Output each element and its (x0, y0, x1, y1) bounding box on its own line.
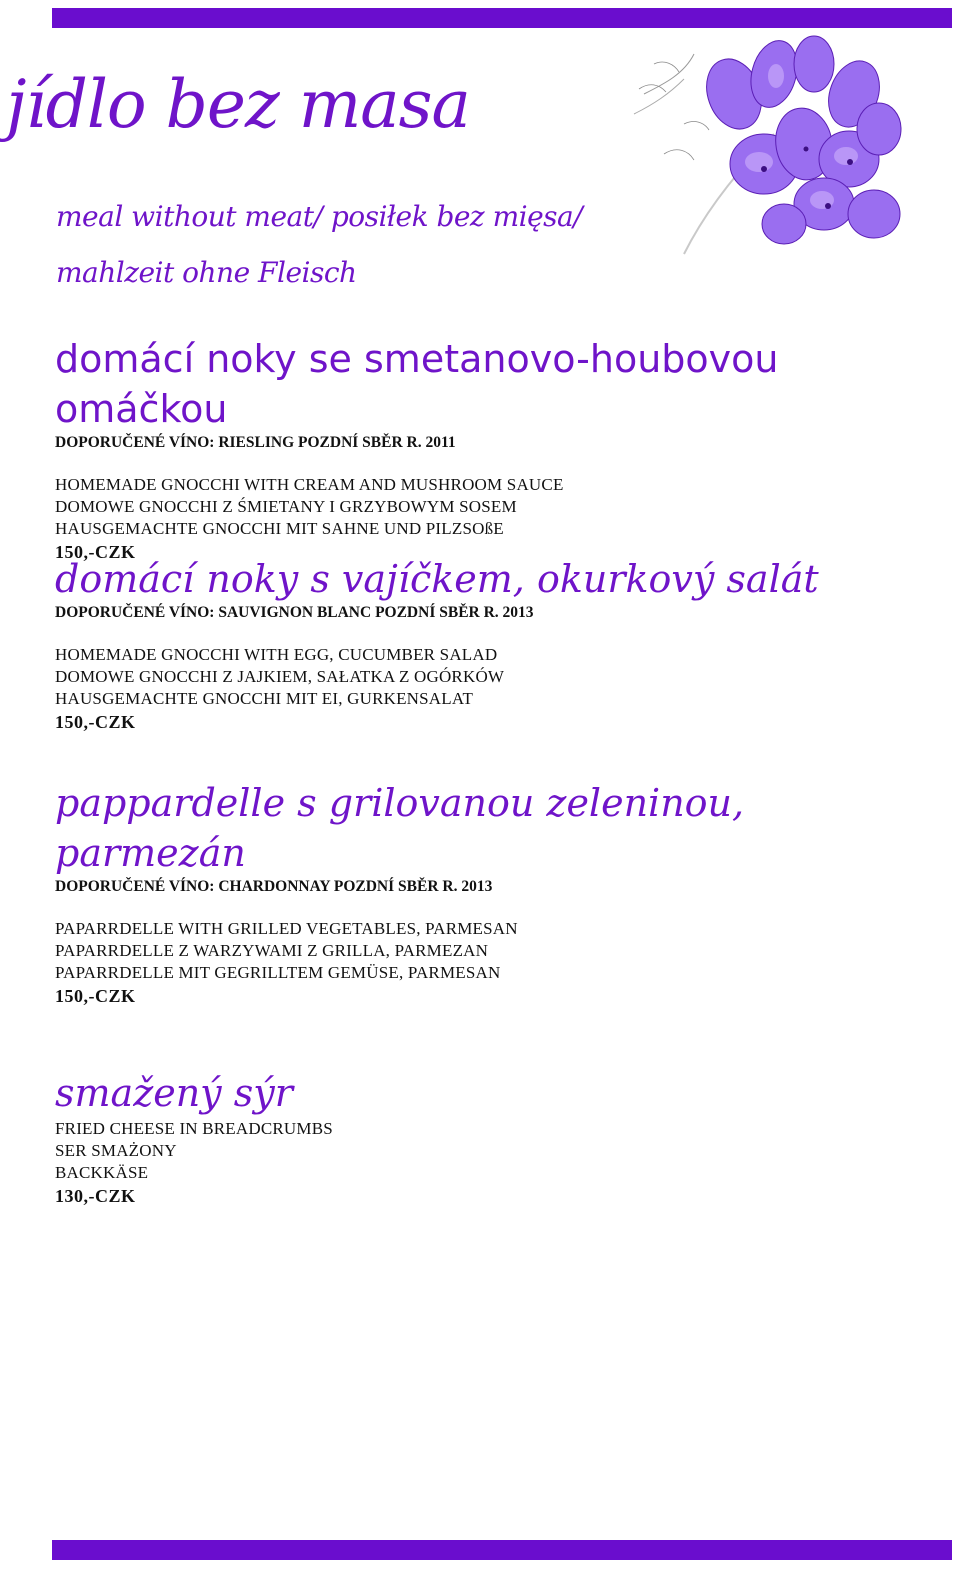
dish-name: domácí noky se smetanovo-houbovou omáčkou (55, 337, 779, 431)
dish-item (55, 1068, 915, 1208)
dish-price: 150,-CZK (55, 542, 136, 562)
bottom-bar (52, 1540, 952, 1560)
translation-polish: DOMOWE GNOCCHI Z JAJKIEM, SAŁATKA Z OGÓRKÓW (55, 667, 505, 686)
page-title: jídlo bez masa (6, 66, 470, 143)
translation-polish: PAPARRDELLE Z WARZYWAMI Z GRILLA, PARMEZAN (55, 941, 489, 960)
top-bar (52, 8, 952, 28)
dish-item (55, 334, 915, 564)
dish-name-line-2: parmezán (55, 831, 246, 875)
dish-price: 150,-CZK (55, 712, 136, 732)
dish-item (55, 778, 915, 1008)
translation-german: BACKKÄSE (55, 1163, 149, 1182)
subtitle-line-2: mahlzeit ohne Fleisch (56, 256, 357, 289)
dish-name: smažený sýr (55, 1071, 293, 1115)
translation-german: PAPARRDELLE MIT GEGRILLTEM GEMÜSE, PARMESAN (55, 963, 501, 982)
translation-polish: DOMOWE GNOCCHI Z ŚMIETANY I GRZYBOWYM SOSEM (55, 497, 517, 516)
wine-recommendation: DOPORUČENÉ VÍNO: CHARDONNAY POZDNÍ SBĚR R. 2013 (55, 878, 493, 895)
translation-english: HOMEMADE GNOCCHI WITH CREAM AND MUSHROOM SAUCE (55, 475, 564, 494)
translation-english: HOMEMADE GNOCCHI WITH EGG, CUCUMBER SALAD (55, 645, 498, 664)
translation-english: FRIED CHEESE IN BREADCRUMBS (55, 1119, 333, 1138)
dish-price: 150,-CZK (55, 986, 136, 1006)
translation-german: HAUSGEMACHTE GNOCCHI MIT SAHNE UND PILZSOßE (55, 519, 504, 538)
dish-price: 130,-CZK (55, 1186, 136, 1206)
translation-english: PAPARRDELLE WITH GRILLED VEGETABLES, PARMESAN (55, 919, 518, 938)
dish-name (55, 778, 915, 878)
translation-polish: SER SMAŻONY (55, 1141, 177, 1160)
dish-name: domácí noky s vajíčkem, okurkový salát (55, 557, 819, 601)
lavender-flower-icon (624, 34, 924, 258)
wine-recommendation: DOPORUČENÉ VÍNO: SAUVIGNON BLANC POZDNÍ SBĚR R. 2013 (55, 604, 534, 621)
dish-name-line-1: pappardelle s grilovanou zeleninou, (55, 781, 745, 825)
translation-german: HAUSGEMACHTE GNOCCHI MIT EI, GURKENSALAT (55, 689, 474, 708)
dish-item (55, 554, 915, 734)
subtitle-line-1: meal without meat/ posiłek bez mięsa/ (56, 200, 583, 233)
wine-recommendation: DOPORUČENÉ VÍNO: RIESLING POZDNÍ SBĚR R. 2011 (55, 434, 456, 451)
